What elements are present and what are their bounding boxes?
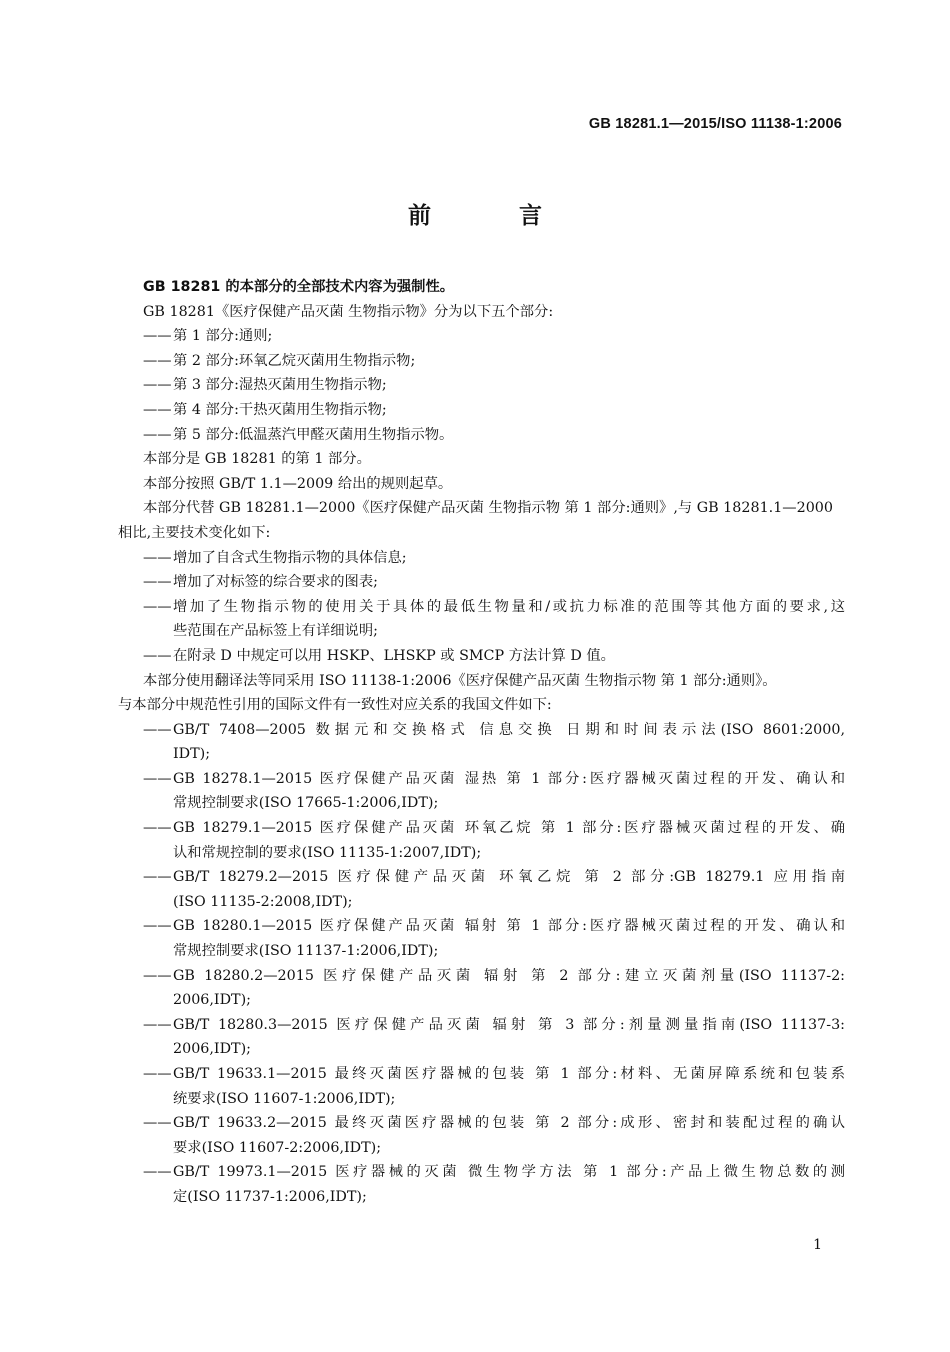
- dash-marker: ——: [143, 647, 172, 664]
- dash-marker: ——: [143, 549, 172, 566]
- list-item: —— GB 18279.1—2015 医疗保健产品灭菌 环氧乙烷 第 1 部分:医疗器械灭菌过程的开发、确 认和常规控制的要求(ISO 11135-1:2007,IDT);: [143, 816, 845, 865]
- page-number: 1: [813, 1237, 822, 1253]
- drafting-rules-statement: 本部分按照 GB/T 1.1—2009 给出的规则起草。: [143, 475, 453, 492]
- dash-marker: ——: [143, 918, 172, 935]
- list-item: —— 第 1 部分:通则;: [143, 324, 845, 349]
- references-list: [143, 718, 845, 1210]
- list-item: —— GB/T 18279.2—2015 医疗保健产品灭菌 环氧乙烷 第 2 部分:GB 18279.1 应用指南 (ISO 11135-2:2008,IDT);: [143, 865, 845, 914]
- dash-marker: ——: [143, 721, 172, 738]
- dash-marker: ——: [143, 770, 172, 787]
- part-number-statement: 本部分是 GB 18281 的第 1 部分。: [143, 451, 371, 468]
- translation-statement: 本部分使用翻译法等同采用 ISO 11138-1:2006《医疗保健产品灭菌 生物指示物 第 1 部分:通则》。: [143, 672, 777, 689]
- references-intro: 与本部分中规范性引用的国际文件有一致性对应关系的我国文件如下:: [118, 697, 552, 714]
- replacement-statement-line2: 相比,主要技术变化如下:: [118, 524, 271, 541]
- list-item: —— 增加了对标签的综合要求的图表;: [143, 570, 845, 595]
- parts-list: [143, 324, 845, 447]
- dash-marker: ——: [143, 328, 172, 345]
- list-item: —— GB 18278.1—2015 医疗保健产品灭菌 湿热 第 1 部分:医疗器械灭菌过程的开发、确认和 常规控制要求(ISO 17665-1:2006,IDT);: [143, 767, 845, 816]
- dash-marker: ——: [143, 352, 172, 369]
- dash-marker: ——: [143, 967, 172, 984]
- standard-code-header: GB 18281.1—2015/ISO 11138-1:2006: [588, 116, 842, 132]
- list-item: —— GB/T 7408—2005 数据元和交换格式 信息交换 日期和时间表示法(ISO 8601:2000, IDT);: [143, 718, 845, 767]
- dash-marker: ——: [143, 1164, 172, 1181]
- dash-marker: ——: [143, 869, 172, 886]
- list-item: —— GB/T 19973.1—2015 医疗器械的灭菌 微生物学方法 第 1 部分:产品上微生物总数的测 定(ISO 11737-1:2006,IDT);: [143, 1160, 845, 1209]
- replacement-statement-line1: 本部分代替 GB 18281.1—2000《医疗保健产品灭菌 生物指示物 第 1 部分:通则》,与 GB 18281.1—2000: [143, 500, 833, 517]
- list-item: —— GB 18280.1—2015 医疗保健产品灭菌 辐射 第 1 部分:医疗器械灭菌过程的开发、确认和 常规控制要求(ISO 11137-1:2006,IDT);: [143, 914, 845, 963]
- dash-marker: ——: [143, 426, 172, 443]
- list-item: —— 增加了生物指示物的使用关于具体的最低生物量和/或抗力标准的范围等其他方面的要求,这 些范围在产品标签上有详细说明;: [143, 595, 845, 644]
- list-item: —— 第 4 部分:干热灭菌用生物指示物;: [143, 398, 845, 423]
- dash-marker: ——: [143, 598, 172, 615]
- dash-marker: ——: [143, 1066, 172, 1082]
- dash-marker: ——: [143, 401, 172, 418]
- page-title: 前 言: [407, 203, 582, 229]
- dash-marker: ——: [143, 820, 172, 837]
- mandatory-statement: GB 18281 的本部分的全部技术内容为强制性。: [143, 279, 455, 295]
- dash-marker: ——: [143, 574, 172, 591]
- parts-intro: GB 18281《医疗保健产品灭菌 生物指示物》分为以下五个部分:: [143, 303, 554, 320]
- list-item: —— GB/T 19633.2—2015 最终灭菌医疗器械的包装 第 2 部分:成形、密封和装配过程的确认 要求(ISO 11607-2:2006,IDT);: [143, 1111, 845, 1160]
- list-item: —— 增加了自含式生物指示物的具体信息;: [143, 546, 845, 571]
- list-item: —— GB 18280.2—2015 医疗保健产品灭菌 辐射 第 2 部分:建立灭菌剂量(ISO 11137-2: 2006,IDT);: [143, 964, 845, 1013]
- dash-marker: ——: [143, 377, 172, 394]
- list-item: —— GB/T 19633.1—2015 最终灭菌医疗器械的包装 第 1 部分:材料、无菌屏障系统和包装系 统要求(ISO 11607-1:2006,IDT);: [143, 1062, 845, 1111]
- list-item: —— 第 5 部分:低温蒸汽甲醛灭菌用生物指示物。: [143, 423, 845, 448]
- list-item: —— 第 3 部分:湿热灭菌用生物指示物;: [143, 373, 845, 398]
- list-item: —— 第 2 部分:环氧乙烷灭菌用生物指示物;: [143, 349, 845, 374]
- dash-marker: ——: [143, 1016, 172, 1033]
- document-body: [118, 275, 845, 1210]
- changes-list: [143, 546, 845, 669]
- list-item: —— 在附录 D 中规定可以用 HSKP、LHSKP 或 SMCP 方法计算 D 值。: [143, 644, 845, 669]
- dash-marker: ——: [143, 1115, 172, 1132]
- list-item: —— GB/T 18280.3—2015 医疗保健产品灭菌 辐射 第 3 部分:剂量测量指南(ISO 11137-3: 2006,IDT);: [143, 1013, 845, 1062]
